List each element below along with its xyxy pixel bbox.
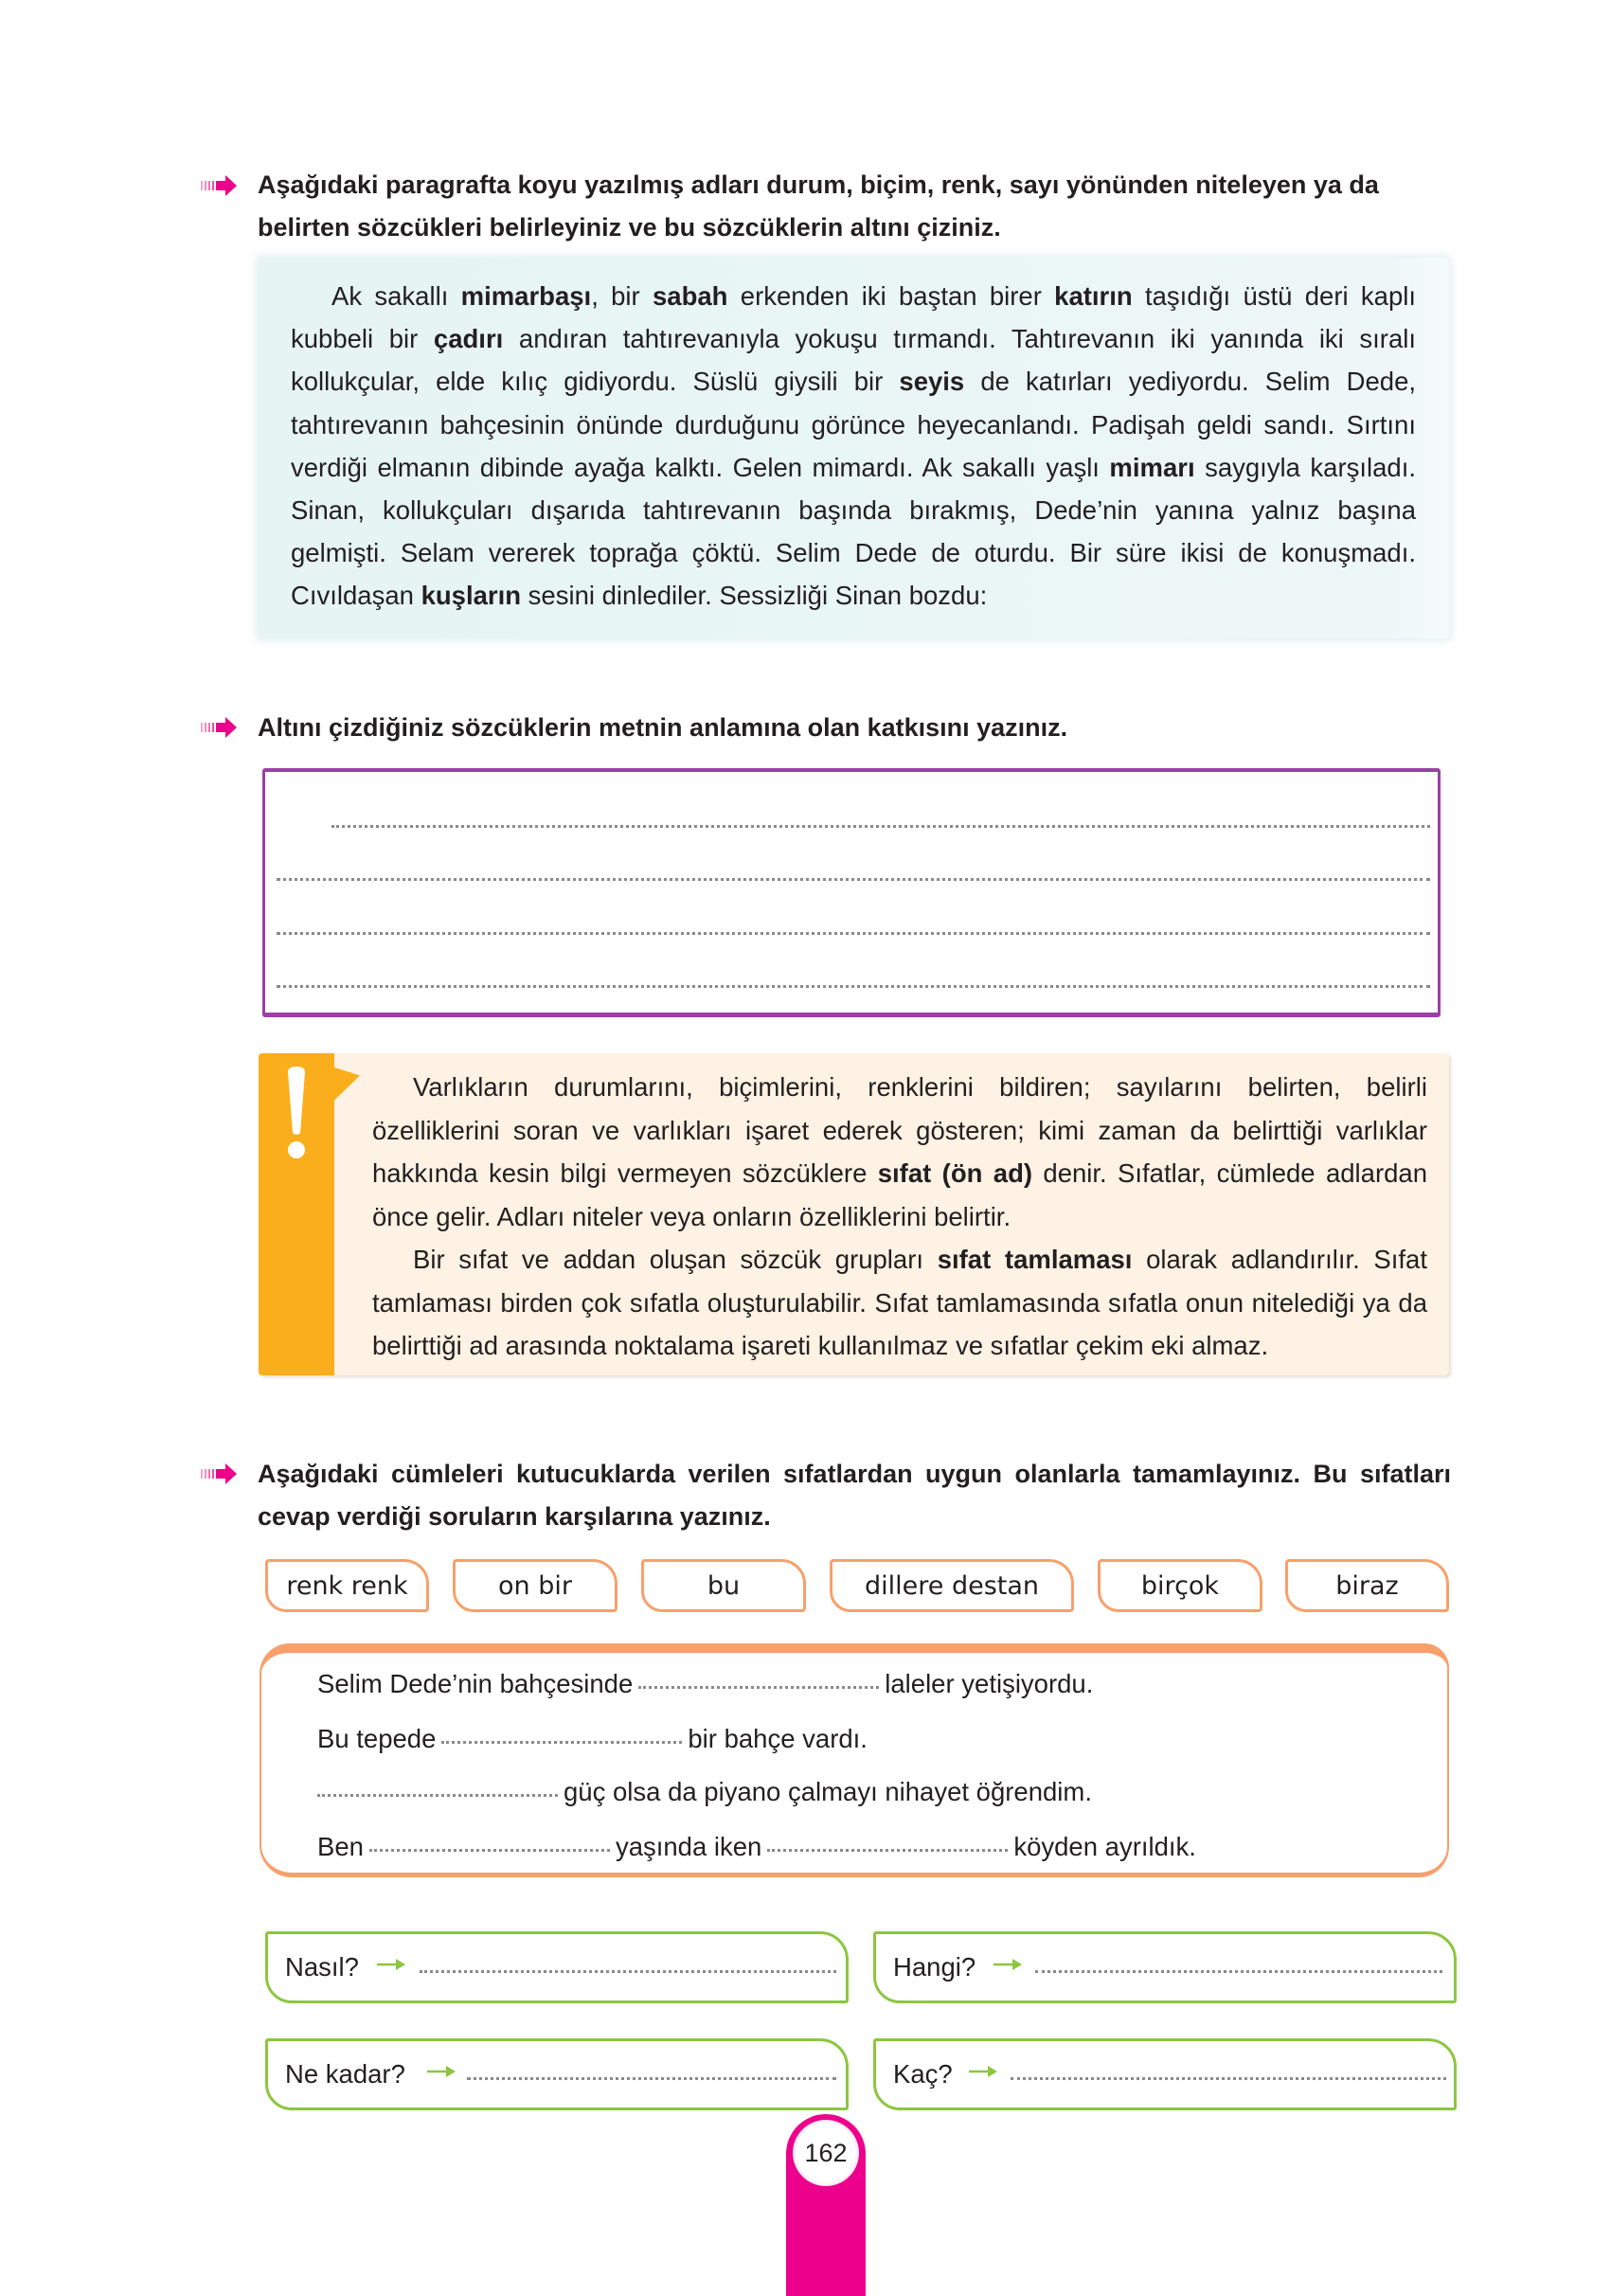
answer-line-nasil[interactable] xyxy=(420,1970,836,1973)
answer-line-kac[interactable] xyxy=(1011,2077,1446,2080)
blank-3[interactable] xyxy=(317,1794,558,1797)
green-arrow-icon xyxy=(969,2064,997,2079)
blank-5[interactable] xyxy=(767,1849,1008,1852)
answer-line-2[interactable] xyxy=(277,878,1430,881)
bold-word: mimarı xyxy=(1109,452,1195,482)
bold-word: seyis xyxy=(899,367,965,397)
sentence-1: Selim Dede’nin bahçesinde laleler yetişiyordu. xyxy=(317,1669,1094,1698)
sentence-2: Bu tepede bir bahçe vardı. xyxy=(317,1724,868,1753)
arrow-bullet-icon xyxy=(201,1463,239,1484)
exercise2-instruction: Altını çizdiğiniz sözcüklerin metnin anlamına olan katkısını yazınız. xyxy=(258,713,1068,742)
green-arrow-icon xyxy=(377,1957,405,1972)
answer-line-hangi[interactable] xyxy=(1035,1970,1442,1973)
word-chip-dillere-destan[interactable]: dillere destan xyxy=(830,1559,1074,1612)
green-arrow-icon xyxy=(993,1957,1022,1972)
answer-line-1[interactable] xyxy=(331,825,1430,828)
bold-word: sıfat tamlaması xyxy=(937,1245,1133,1274)
exercise3-instruction: Aşağıdaki cümleleri kutucuklarda verilen sıfatlardan uygun olanlarla tamamlayınız. Bu sıfatları cevap verdiği soruların karşılarına yazınız. xyxy=(258,1460,1451,1531)
exercise1-instruction: Aşağıdaki paragrafta koyu yazılmış adları durum, biçim, renk, sayı yönünden niteleyen ya da belirten sözcükleri belirleyiniz ve bu sözcüklerin altını çiziniz. xyxy=(258,170,1379,242)
question-box-hangi[interactable]: Hangi? xyxy=(873,1931,1457,2003)
answer-line-4[interactable] xyxy=(277,985,1430,988)
note-text: Varlıkların durumlarını, biçimlerini, renklerini bildiren; sayılarını belirten, belirli özelliklerini soran ve varlıkları işaret ederek gösteren; kimi zaman da belirttiği varlıklar hakkında kesin bilgi vermeyen sözcüklere sıfat (ön ad) denir. Sıfatlar, cümlede adlardan önce gelir. Adları niteler veya onların özelliklerini belirtir. Bir sıfat ve addan oluşan sözcük grupları sıfat tamlaması olarak adlandırılır. Sıfat tamlaması birden çok sıfatla oluşturulabilir. Sıfat tamlamasında sıfatla onun nitelediği ya da belirttiği ad arasında noktalama işareti kullanılmaz ve sıfatlar çekim eki almaz. xyxy=(372,1072,1427,1360)
arrow-bullet-icon xyxy=(201,717,239,738)
passage-text: Ak sakallı mimarbaşı, bir sabah erkenden iki baştan birer katırın taşıdığı üstü deri kaplı kubbeli bir çadırı andıran tahtırevanıyla yokuşu tırmandı. Tahtırevanın iki yanında iki sıralı kollukçular, elde kılıç gidiyordu. Süslü giysili bir seyis de katırları yediyordu. Selim Dede, tahtırevanın bahçesinin önünde durduğunu görünce heyecanlandı. Padişah geldi sandı. Sırtını verdiği elmanın dibinde ayağa kalktı. Gelen mimardı. Ak sakallı yaşlı mimarı saygıyla karşıladı. Sinan, kollukçuları dışarıda tahtırevanın başında bırakmış, Dede’nin yanına yalnız başına gelmişti. Selam vererek toprağa çöktü. Selim Dede de oturdu. Bir süre ikisi de konuşmadı. Cıvıldaşan kuşların sesini dinlediler. Sessizliği Sinan bozdu: xyxy=(291,281,1417,611)
question-box-kac[interactable]: Kaç? xyxy=(873,2038,1457,2110)
bold-word: sıfat (ön ad) xyxy=(877,1158,1033,1188)
question-box-nasil[interactable]: Nasıl? xyxy=(265,1931,849,2003)
sentence-4: Ben yaşında iken köyden ayrıldık. xyxy=(317,1832,1196,1861)
word-chip-on-bir[interactable]: on bir xyxy=(453,1559,618,1612)
word-chip-renk-renk[interactable]: renk renk xyxy=(265,1559,429,1612)
word-chip-bu[interactable]: bu xyxy=(641,1559,806,1612)
note-pointer xyxy=(333,1063,360,1102)
blank-2[interactable] xyxy=(441,1741,682,1744)
word-chip-biraz[interactable]: biraz xyxy=(1285,1559,1449,1612)
answer-line-3[interactable] xyxy=(277,932,1430,935)
blank-1[interactable] xyxy=(638,1686,879,1689)
bold-word: kuşların xyxy=(421,581,522,611)
answer-writing-box[interactable] xyxy=(262,768,1441,1017)
page-number: 162 xyxy=(793,2120,859,2186)
bold-word: çadırı xyxy=(433,324,504,354)
question-box-ne-kadar[interactable]: Ne kadar? xyxy=(265,2038,849,2110)
bold-word: sabah xyxy=(653,281,728,311)
bold-word: katırın xyxy=(1054,281,1133,311)
exclamation-icon xyxy=(285,1067,308,1161)
answer-line-ne-kadar[interactable] xyxy=(467,2077,836,2080)
bold-word: mimarbaşı xyxy=(460,281,592,311)
word-chip-bircok[interactable]: birçok xyxy=(1098,1559,1262,1612)
sentence-3: güç olsa da piyano çalmayı nihayet öğrendim. xyxy=(317,1777,1092,1807)
green-arrow-icon xyxy=(427,2064,456,2079)
blank-4[interactable] xyxy=(369,1849,610,1852)
arrow-bullet-icon xyxy=(201,175,239,196)
